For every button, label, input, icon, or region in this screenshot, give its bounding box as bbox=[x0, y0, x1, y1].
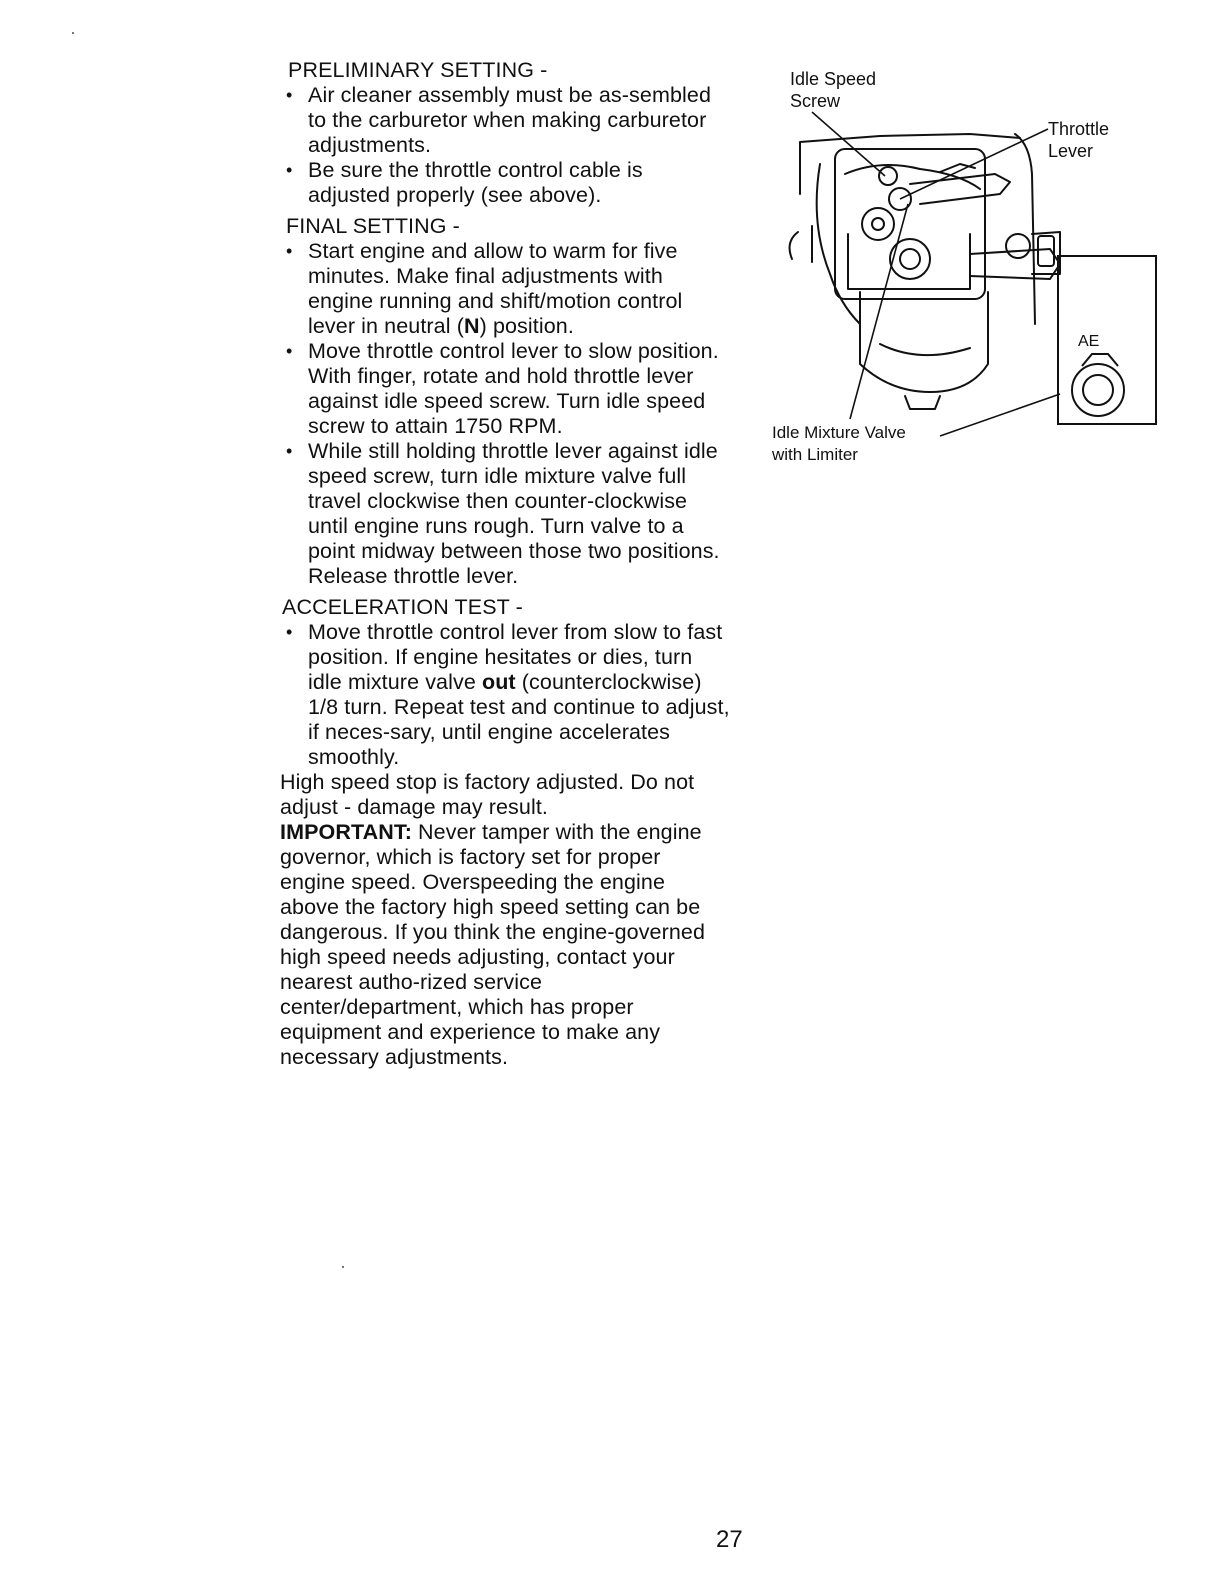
list-item-text: (counterclockwise) 1/8 turn. Repeat test and continue to adjust, if neces-sary, until engine accelerates smoothly. bbox=[308, 670, 730, 769]
acceleration-test-list bbox=[280, 620, 730, 770]
page-number: 27 bbox=[716, 1526, 743, 1553]
list-item-text: Start engine and allow to warm for five minutes. Make final adjustments with engine running and shift/motion control lever in neutral ( bbox=[308, 239, 683, 338]
list-item bbox=[280, 620, 730, 770]
important-label: IMPORTANT: bbox=[280, 820, 412, 844]
instruction-column bbox=[280, 58, 730, 1070]
out-emphasis: out bbox=[481, 670, 516, 694]
list-item: • Move throttle control lever to slow position. With finger, rotate and hold throttle lever against idle speed screw. Turn idle speed screw to attain 1750 RPM. bbox=[280, 339, 730, 439]
scan-speck bbox=[342, 1266, 344, 1268]
preliminary-setting-list bbox=[280, 83, 730, 208]
list-item-text: Move throttle control lever from slow to fast position. If engine hesitates or dies, turn idle mixture valve bbox=[308, 620, 723, 694]
scan-speck bbox=[72, 32, 74, 34]
idle-speed-screw-label-line1: Idle Speed bbox=[790, 69, 877, 89]
list-item: • Be sure the throttle control cable is adjusted properly (see above). bbox=[280, 158, 730, 208]
inset-badge: AE bbox=[1078, 333, 1100, 350]
list-item: • Air cleaner assembly must be as-sembled to the carburetor when making carburetor adjustments. bbox=[280, 83, 730, 158]
final-setting-heading: FINAL SETTING - bbox=[286, 214, 460, 238]
neutral-position-letter: N bbox=[463, 314, 480, 338]
idle-mixture-valve-label-line2: with Limiter bbox=[772, 445, 858, 464]
acceleration-test-heading: ACCELERATION TEST - bbox=[282, 595, 523, 619]
list-item-text: ) position. bbox=[479, 314, 574, 338]
final-setting-list bbox=[280, 239, 730, 589]
idle-speed-screw-label-line2: Screw bbox=[790, 91, 841, 111]
throttle-lever-label-line1: Throttle bbox=[1048, 119, 1110, 139]
list-item: • While still holding throttle lever against idle speed screw, turn idle mixture valve full travel clockwise then counter-clockwise until engine runs rough. Turn valve to a point midway between those two positions. Release throttle lever. bbox=[280, 439, 730, 589]
high-speed-note: High speed stop is factory adjusted. Do not adjust - damage may result. bbox=[280, 770, 695, 819]
idle-mixture-valve-label-line1: Idle Mixture Valve bbox=[772, 423, 906, 442]
throttle-lever-label-line2: Lever bbox=[1048, 141, 1094, 161]
carburetor-figure bbox=[760, 64, 1180, 484]
preliminary-setting-heading: PRELIMINARY SETTING - bbox=[288, 58, 548, 82]
list-item bbox=[280, 239, 730, 339]
carburetor-illustration bbox=[760, 64, 1180, 484]
important-text: Never tamper with the engine governor, which is factory set for proper engine speed. Overspeeding the engine above the factory high speed setting can be dangerous. If you think the engine-governed high speed needs adjusting, contact your nearest autho-rized service center/department, which has proper equipment and experience to make any necessary adjustments. bbox=[280, 820, 706, 1069]
important-note bbox=[280, 820, 730, 1070]
